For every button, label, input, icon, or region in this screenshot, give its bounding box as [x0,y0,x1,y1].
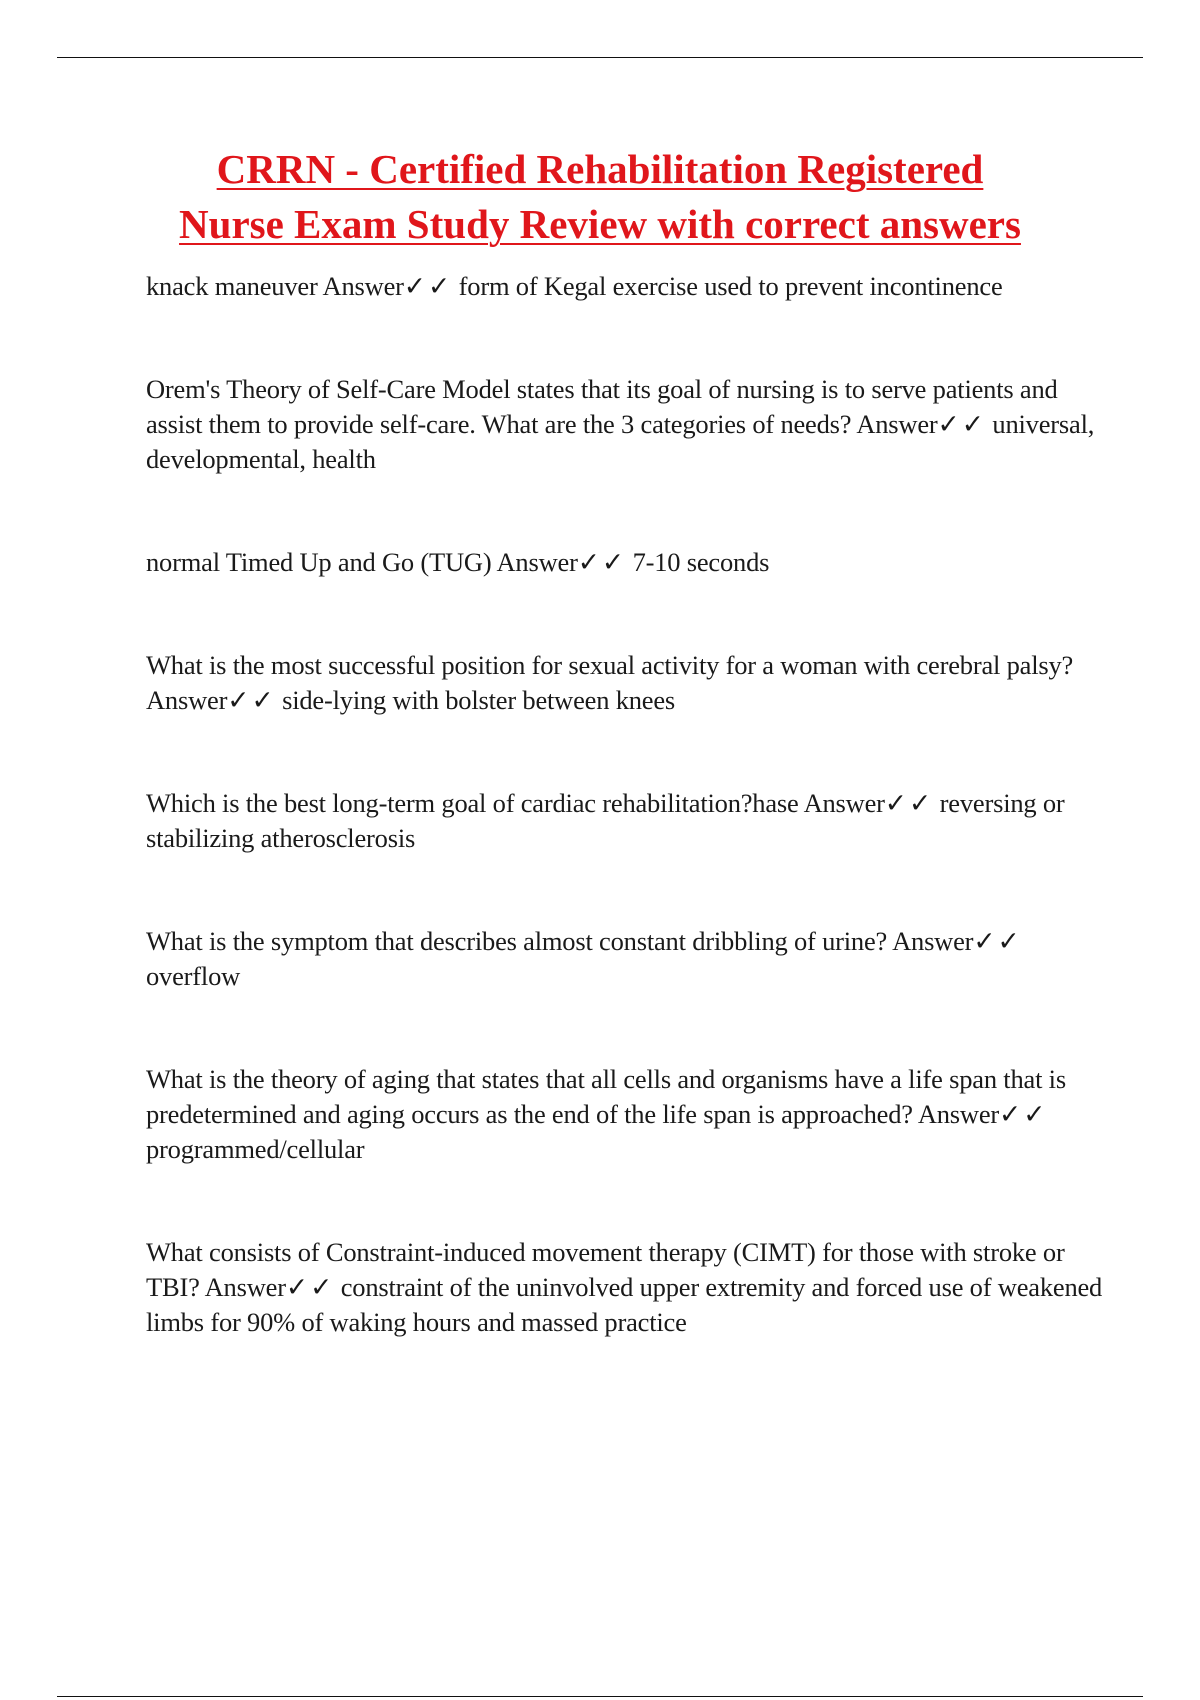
answer-label: Answer [496,547,578,577]
answer-label: Answer [146,685,228,715]
answer-text: 7-10 seconds [632,547,770,577]
qa-item [146,269,1106,304]
check-marks-icon: ✓✓ [884,788,934,818]
answer-label: Answer [892,926,974,956]
qa-item [146,648,1106,718]
question-text: normal Timed Up and Go (TUG) [146,547,492,577]
answer-label: Answer [856,409,938,439]
qa-item [146,1062,1106,1167]
qa-item [146,372,1106,477]
answer-label: Answer [803,788,885,818]
question-text: Orem's Theory of Self-Care Model states that its goal of nursing is to serve patients and assist them to provide self-care. What are the 3 categories of needs? [146,374,1058,439]
answer-text: universal, developmental, health [146,409,1095,474]
answer-label: Answer [917,1099,1000,1129]
question-text: What is the most successful position for sexual activity for a woman with cerebral palsy? [146,650,1074,680]
check-marks-icon: ✓✓ [577,547,627,577]
answer-text: reversing or stabilizing atherosclerosis [146,788,1065,853]
header-rule [57,57,1143,58]
question-text: What is the theory of aging that states that all cells and organisms have a life span that is predetermined and aging occurs as the end of the life span is approached? [146,1064,1066,1129]
question-text: What consists of Constraint-induced movement therapy (CIMT) for those with stroke or TBI? [146,1237,1065,1302]
answer-text: overflow [146,961,241,991]
check-marks-icon: ✓✓ [999,1099,1048,1129]
check-marks-icon: ✓✓ [973,926,1022,956]
footer-rule [57,1696,1143,1697]
check-marks-icon: ✓✓ [285,1272,335,1302]
answer-text: form of Kegal exercise used to prevent incontinence [458,271,1003,301]
answer-label: Answer [322,271,404,301]
qa-list [146,269,1106,1408]
answer-text: programmed/cellular [146,1134,365,1164]
question-text: knack maneuver [146,271,318,301]
qa-item [146,924,1106,994]
qa-item [146,545,1106,580]
question-text: What is the symptom that describes almost constant dribbling of urine? [146,926,888,956]
answer-label: Answer [204,1272,286,1302]
answer-text: side-lying with bolster between knees [282,685,676,715]
qa-item [146,1235,1106,1340]
check-marks-icon: ✓✓ [227,685,276,715]
check-marks-icon: ✓✓ [403,271,453,301]
check-marks-icon: ✓✓ [937,409,986,439]
answer-text: constraint of the uninvolved upper extremity and forced use of weakened limbs for 90% of waking hours and massed practice [146,1272,1103,1337]
question-text: Which is the best long-term goal of cardiac rehabilitation?hase [146,788,799,818]
title-line-2: Nurse Exam Study Review with correct answers [179,201,1021,247]
title-line-1: CRRN - Certified Rehabilitation Registered [216,146,984,192]
qa-item [146,786,1106,856]
document-title [100,142,1100,252]
